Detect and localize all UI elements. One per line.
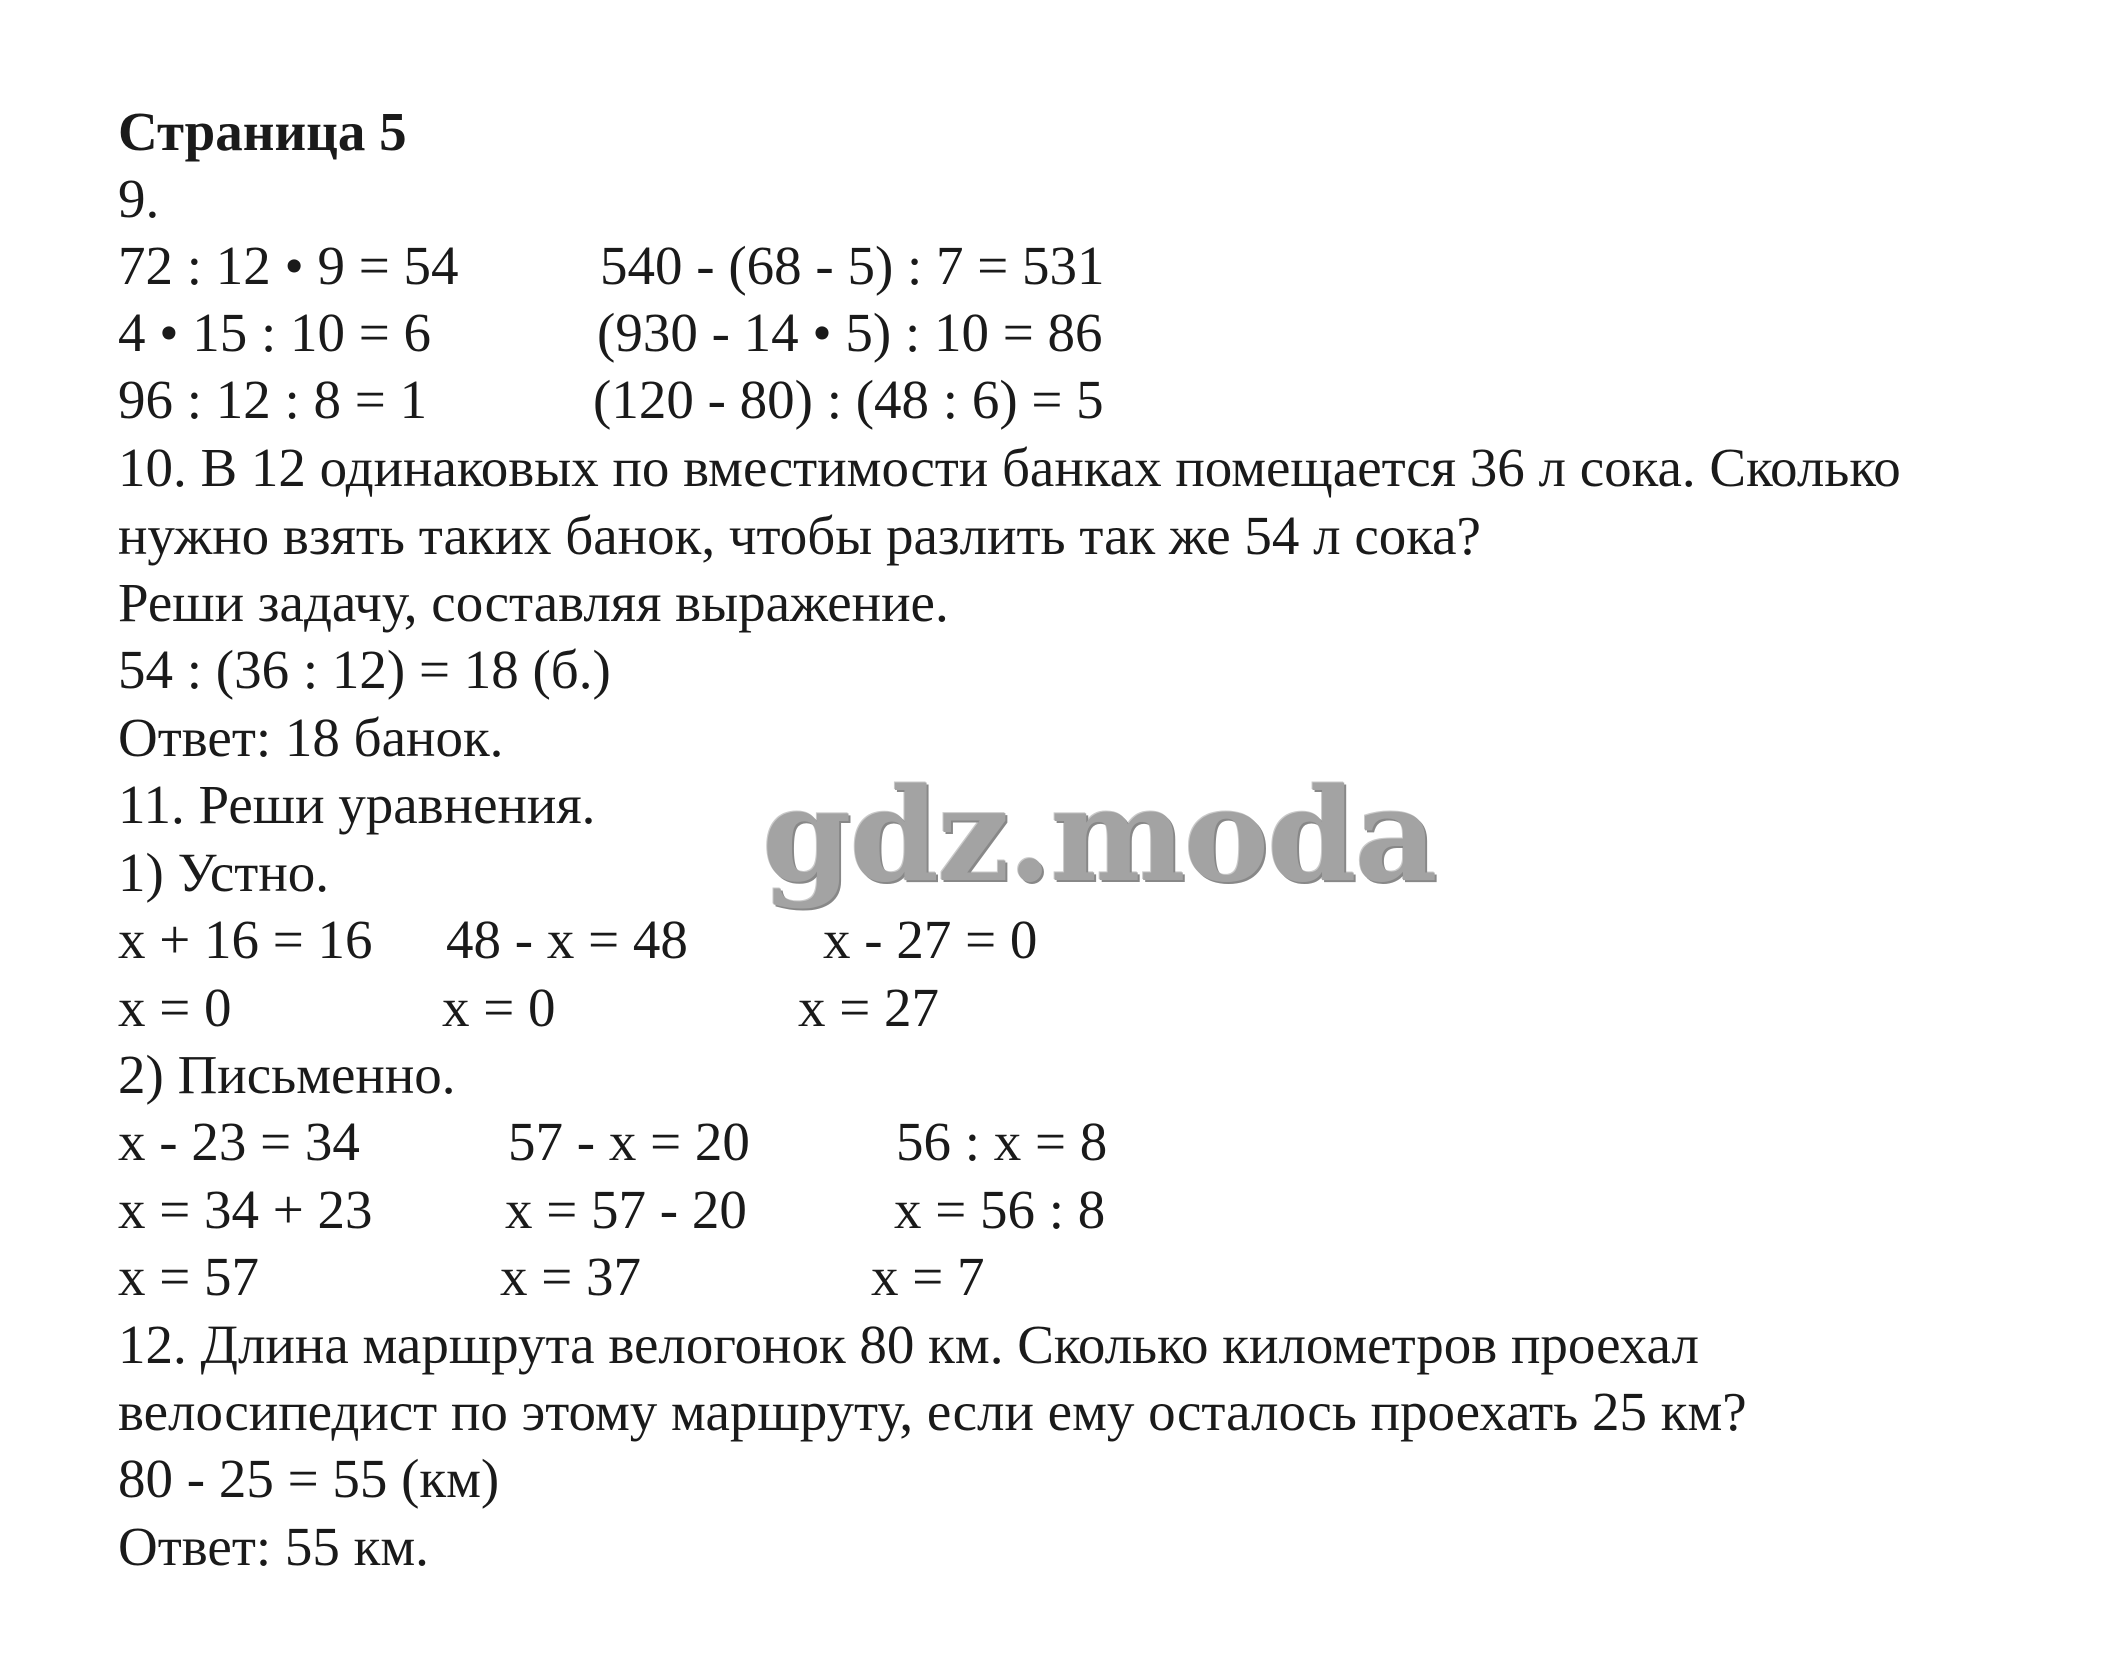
equation-solution: x = 0 bbox=[442, 977, 556, 1038]
equation-step: x = 56 : 8 bbox=[894, 1179, 1106, 1240]
equation-solution: x = 57 bbox=[118, 1246, 260, 1307]
task10-solution: 54 : (36 : 12) = 18 (б.) bbox=[118, 639, 611, 700]
equation: x - 27 = 0 bbox=[823, 909, 1038, 970]
task9-number: 9. bbox=[118, 168, 160, 229]
task10-text: нужно взять таких банок, чтобы разлить так же 54 л сока? bbox=[118, 505, 1481, 566]
task10-instruction: Реши задачу, составляя выражение. bbox=[118, 572, 949, 633]
equation-solution: x = 37 bbox=[500, 1246, 642, 1307]
equation-solution: x = 27 bbox=[798, 977, 940, 1038]
task12-answer: Ответ: 55 км. bbox=[118, 1516, 429, 1577]
task9-expression: 96 : 12 : 8 = 1 bbox=[118, 369, 428, 430]
task10-answer: Ответ: 18 банок. bbox=[118, 707, 504, 768]
task10-text: 10. В 12 одинаковых по вместимости банках помещается 36 л сока. Сколько bbox=[118, 437, 1901, 498]
watermark-logo: gdz.moda bbox=[762, 761, 1436, 911]
equation: 48 - x = 48 bbox=[446, 909, 688, 970]
equation: 57 - x = 20 bbox=[508, 1111, 750, 1172]
task12-solution: 80 - 25 = 55 (км) bbox=[118, 1448, 500, 1509]
task9-expression: 4 • 15 : 10 = 6 bbox=[118, 302, 432, 363]
equation-step: x = 34 + 23 bbox=[118, 1179, 373, 1240]
equation-solution: x = 7 bbox=[871, 1246, 985, 1307]
task9-expression: 540 - (68 - 5) : 7 = 531 bbox=[600, 235, 1105, 296]
task12-text: 12. Длина маршрута велогонок 80 км. Сколько километров проехал bbox=[118, 1314, 1699, 1375]
task12-text: велосипедист по этому маршруту, если ему осталось проехать 25 км? bbox=[118, 1381, 1747, 1442]
equation-step: x = 57 - 20 bbox=[505, 1179, 747, 1240]
task9-expression: (930 - 14 • 5) : 10 = 86 bbox=[597, 302, 1103, 363]
equation: x + 16 = 16 bbox=[118, 909, 373, 970]
equation: x - 23 = 34 bbox=[118, 1111, 360, 1172]
equation-solution: x = 0 bbox=[118, 977, 232, 1038]
task11-part2-label: 2) Письменно. bbox=[118, 1044, 456, 1105]
task11-title: 11. Реши уравнения. bbox=[118, 774, 596, 835]
task9-expression: (120 - 80) : (48 : 6) = 5 bbox=[593, 369, 1104, 430]
task9-expression: 72 : 12 • 9 = 54 bbox=[118, 235, 459, 296]
equation: 56 : x = 8 bbox=[896, 1111, 1108, 1172]
task11-part1-label: 1) Устно. bbox=[118, 842, 330, 903]
page-title: Страница 5 bbox=[118, 101, 407, 162]
